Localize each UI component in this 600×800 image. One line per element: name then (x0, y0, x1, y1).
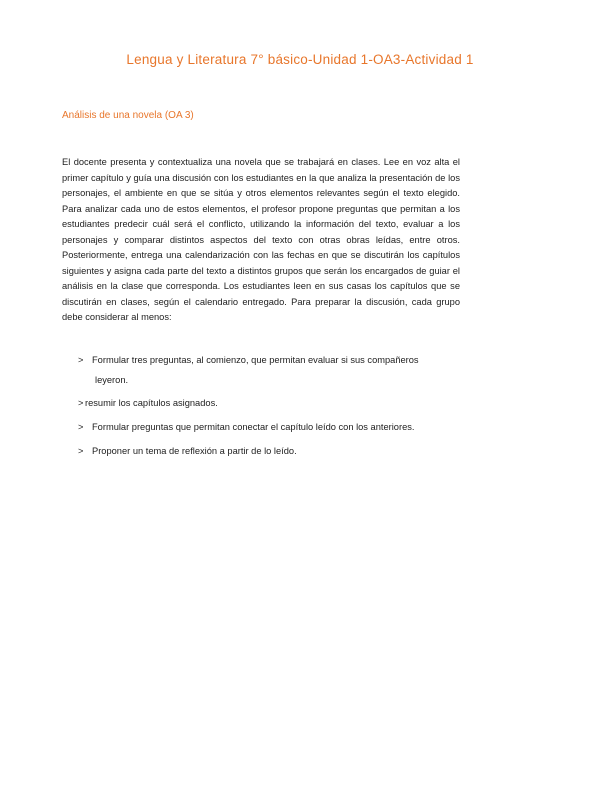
chevron-right-icon: > (78, 355, 84, 365)
page-title: Lengua y Literatura 7° básico-Unidad 1-OA3-Actividad 1 (126, 52, 474, 67)
section-heading: Análisis de una novela (OA 3) (62, 110, 194, 121)
chevron-right-icon: > (78, 446, 84, 456)
list-item (78, 395, 473, 411)
chevron-right-icon: > (78, 398, 84, 408)
chevron-right-icon: > (78, 422, 84, 432)
list-item (78, 352, 473, 388)
task-text-line: leyeron. (95, 375, 129, 385)
task-text: resumir los capítulos asignados. (85, 398, 218, 408)
list-item (78, 419, 473, 435)
task-text: Formular preguntas que permitan conectar el capítulo leído con los anteriores. (92, 422, 415, 432)
task-list (78, 352, 473, 467)
task-text (92, 352, 473, 388)
task-text: Proponer un tema de reflexión a partir de lo leído. (92, 446, 297, 456)
list-item (78, 443, 473, 459)
task-text-line: Formular tres preguntas, al comienzo, que permitan evaluar si sus compañeros (92, 355, 419, 365)
body-paragraph: El docente presenta y contextualiza una novela que se trabajará en clases. Lee en voz alta el primer capítulo y guía una discusión con los estudiantes en la que analiza la presentación de los personajes, el ambiente en que se sitúa y otros elementos relevantes según el texto elegido. Para analizar cada uno de estos elementos, el profesor propone preguntas que permitan a los estudiantes predecir cuál será el conflicto, utilizando la información del texto, evaluar a los personajes y comparar distintos aspectos del texto con otras obras leídas, entre otros. Posteriormente, entrega una calendarización con las fechas en que se discutirán los capítulos siguientes y asigna cada parte del texto a distintos grupos que serán los encargados de guiar el análisis en la clase que corresponda. Los estudiantes leen en sus casas los capítulos que se discutirán en clases, según el calendario entregado. Para preparar la discusión, cada grupo debe considerar al menos: (62, 157, 460, 322)
